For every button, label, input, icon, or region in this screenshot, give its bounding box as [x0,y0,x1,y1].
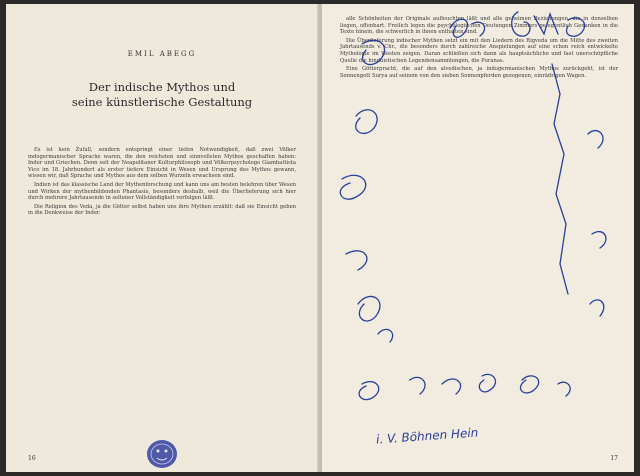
left-paragraph-2: Indien ist das klassische Land der Mythenforschung und kann uns am besten belehren über Wesen und Wirken der mythenbildenden Phantasie, besonders deshalb, weil die Überlieferung sich hier durch mehrere Jahrtausende in seltener Vollständigkeit verfolgen läßt. [28,181,296,202]
right-paragraph-2: Die Überlieferung indischer Mythen setzt ein mit den Liedern des Rigveda um die Mitte des zweiten Jahrtausends v. Chr., die besonders durch zahlreiche Anspielungen auf eine schon reich entwickelte Mythologie im Westen zeigen. Daran schließen sich dann als hauptsächliche und fast unerschöpfliche Quelle die hinduistischen Legendensammlungen, die Puranas. [340,37,618,64]
handwritten-note: i. V. Böhnen Hein [375,425,479,447]
right-paragraph-1: alle Schönheiten der Originale aufleuchten läßt und alle geheimen Beziehungen, die in denselben liegen, offenbart. Freilich legen die psychologischen Deutungen Zimmers gelegentlich Gedanken in die Texte hinein, die schwerlich in ihnen enthalten sind. [340,16,618,36]
page-number-left: 16 [28,455,36,462]
page-number-right: 17 [610,455,618,462]
right-body-text [340,16,618,81]
left-paragraph-3: Die Religion des Veda, ja die Götter selbst haben uns ihre Mythen erzählt; daß sie Einsicht geben in die Denkweise der Inder. [28,203,296,217]
left-paragraph-1: Es ist kein Zufall, sondern entspringt einer tiefen Notwendigkeit, daß zwei Völker indogermanischer Sprache waren, die den reichsten und sinnvollsten Mythos geschaffen haben: Inder und Griechen. Denn seit der Neapolitaner Kulturphilosoph und Völkerpsychologe Giambattista Vico im 18. Jahrhundert als erster tiefere Einsicht in Wesen und Ursprung des Mythos gewann, wissen wir, daß Sprache und Mythos aus dem selben Wurzeln erwachsen sind. [28,147,296,180]
face-stamp-icon [144,438,180,470]
title-line-1: Der indische Mythos und [88,80,236,94]
left-body-text [28,147,296,219]
title-line-2: seine künstlerische Gestaltung [71,95,253,109]
right-page [322,4,634,472]
right-paragraph-3: Eine Götterpracht, die auf den alvedischen, ja indogermanischen Mythos zurückgeht, ist der Sonnengott Surya auf seinem von den sieben Sonnenpferden gezogenen, einrädrigen Wagen. [340,66,618,79]
book-spread [6,4,634,472]
article-title [6,80,318,110]
left-page [6,4,318,472]
author-name: EMIL ABEGG [127,50,197,58]
